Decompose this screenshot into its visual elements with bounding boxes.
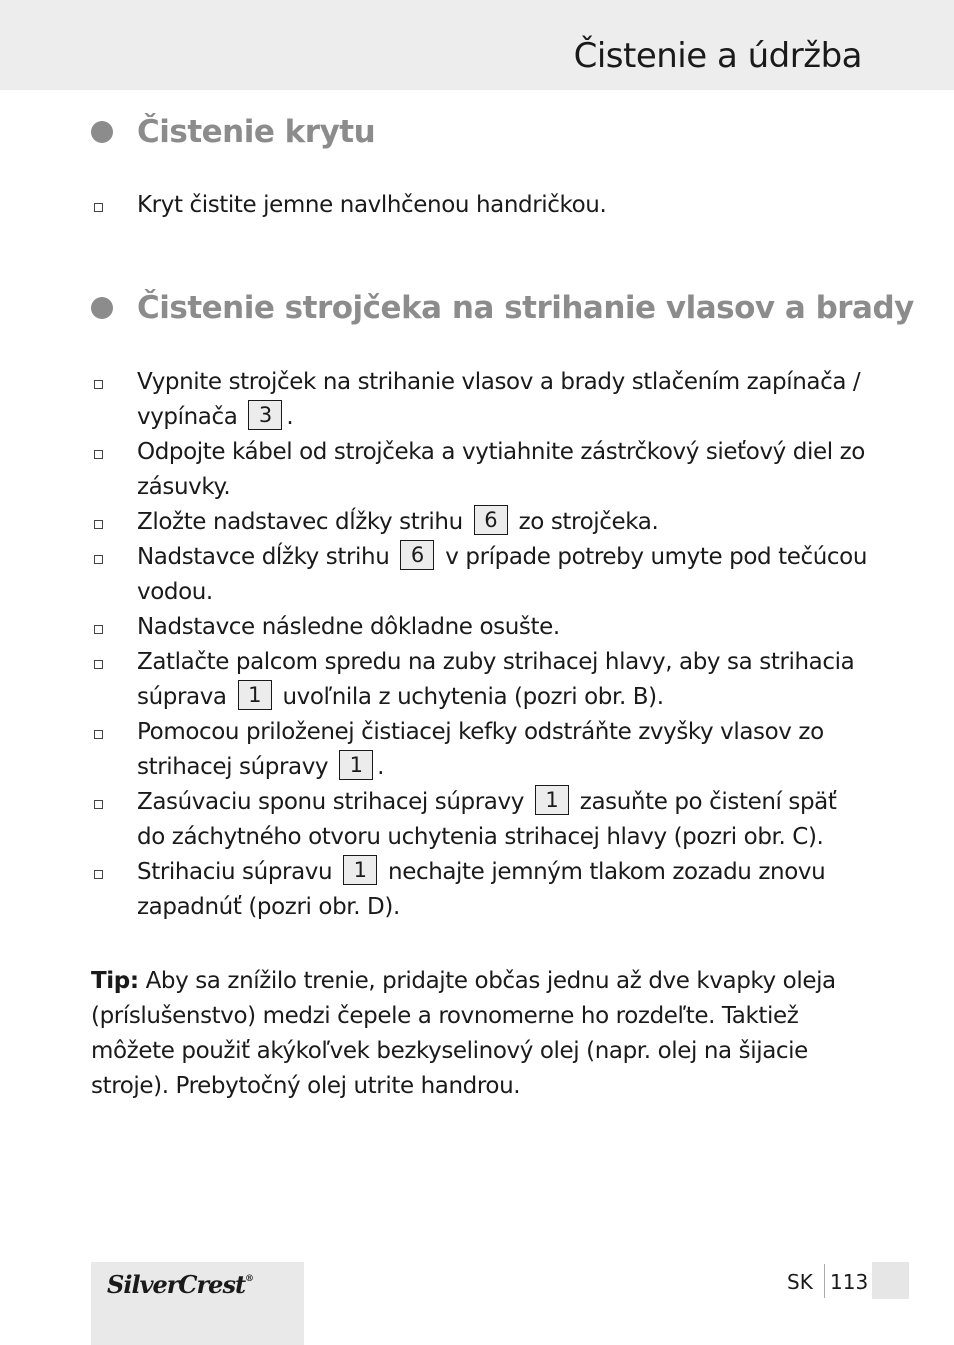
part-reference-badge: 1 (343, 855, 377, 885)
step-text: Kryt čistite jemne navlhčenou handričkou. (137, 192, 607, 218)
step-text: zo strojčeka. (518, 509, 659, 535)
step-text: Nadstavce následne dôkladne osušte. (137, 614, 560, 640)
step-text: Nadstavce dĺžky strihu (137, 544, 390, 570)
page-title: Čistenie a údržba (573, 36, 862, 76)
checkbox-square-icon (94, 625, 103, 634)
section-heading-text: Čistenie krytu (137, 114, 376, 150)
footer-divider (824, 1264, 825, 1298)
clipper-step-list (91, 365, 871, 925)
step-text: zasuňte po čistení späť do záchytného otvoru uchytenia strihacej hlavy (pozri obr. C). (137, 789, 837, 850)
logo-wordmark (107, 1270, 253, 1299)
list-item (91, 365, 871, 435)
part-reference-badge: 1 (339, 750, 373, 780)
part-reference-badge: 6 (400, 540, 434, 570)
section-heading-text: Čistenie strojčeka na strihanie vlasov a brady (137, 290, 914, 326)
language-code: SK (787, 1270, 813, 1294)
step-text: Vypnite strojček na strihanie vlasov a brady stlačením zapínača / vypínača (137, 369, 861, 430)
step-text: . (286, 404, 294, 430)
checkbox-square-icon (94, 520, 103, 529)
step-text: v prípade potreby umyte pod tečúcou vodou. (137, 544, 868, 605)
step-text: . (377, 754, 384, 780)
section-heading-housing (91, 114, 375, 150)
part-reference-badge: 3 (248, 400, 282, 430)
part-reference-badge: 1 (535, 785, 569, 815)
step-text: Zasúvaciu sponu strihacej súpravy (137, 789, 524, 815)
tip-paragraph (91, 964, 881, 1104)
tip-label: Tip: (91, 968, 139, 994)
brand-logo (91, 1262, 304, 1345)
checkbox-square-icon (94, 870, 103, 879)
checkbox-square-icon (94, 203, 103, 212)
step-text: Zatlačte palcom spredu na zuby strihacej hlavy, aby sa strihacia súprava (137, 649, 855, 710)
logo-text: SilverCrest (107, 1270, 246, 1299)
list-item (91, 435, 871, 505)
bullet-dot-icon (91, 121, 113, 143)
step-text: uvoľnila z uchytenia (pozri obr. B). (282, 684, 664, 710)
step-text: Pomocou priloženej čistiacej kefky odstráňte zvyšky vlasov zo strihacej súpravy (137, 719, 824, 780)
housing-step-list (91, 188, 871, 223)
checkbox-square-icon (94, 660, 103, 669)
bullet-dot-icon (91, 297, 113, 319)
list-item (91, 610, 871, 645)
list-item (91, 540, 871, 610)
checkbox-square-icon (94, 380, 103, 389)
step-text: Odpojte kábel od strojčeka a vytiahnite zástrčkový sieťový diel zo zásuvky. (137, 439, 865, 500)
list-item (91, 785, 871, 855)
step-text: Zložte nadstavec dĺžky strihu (137, 509, 463, 535)
registered-mark: ® (245, 1274, 254, 1284)
section-heading-clipper (91, 290, 914, 326)
list-item (91, 855, 871, 925)
checkbox-square-icon (94, 555, 103, 564)
part-reference-badge: 1 (238, 680, 272, 710)
step-text: nechajte jemným tlakom zozadu znovu zapadnúť (pozri obr. D). (137, 859, 826, 920)
page-number: 113 (830, 1270, 869, 1294)
tip-text: Aby sa znížilo trenie, pridajte občas jednu až dve kvapky oleja (príslušenstvo) medzi čepele a rovnomerne ho rozdeľte. Taktiež môžete použiť akýkoľvek bezkyselinový olej (napr. olej na šijacie stroje). Prebytočný olej utrite handrou. (91, 968, 836, 1099)
list-item (91, 715, 871, 785)
list-item (91, 645, 871, 715)
part-reference-badge: 6 (474, 505, 508, 535)
page-tab-marker (872, 1262, 909, 1299)
checkbox-square-icon (94, 730, 103, 739)
list-item (91, 505, 871, 540)
checkbox-square-icon (94, 800, 103, 809)
checkbox-square-icon (94, 450, 103, 459)
step-text: Strihaciu súpravu (137, 859, 333, 885)
list-item (91, 188, 871, 223)
